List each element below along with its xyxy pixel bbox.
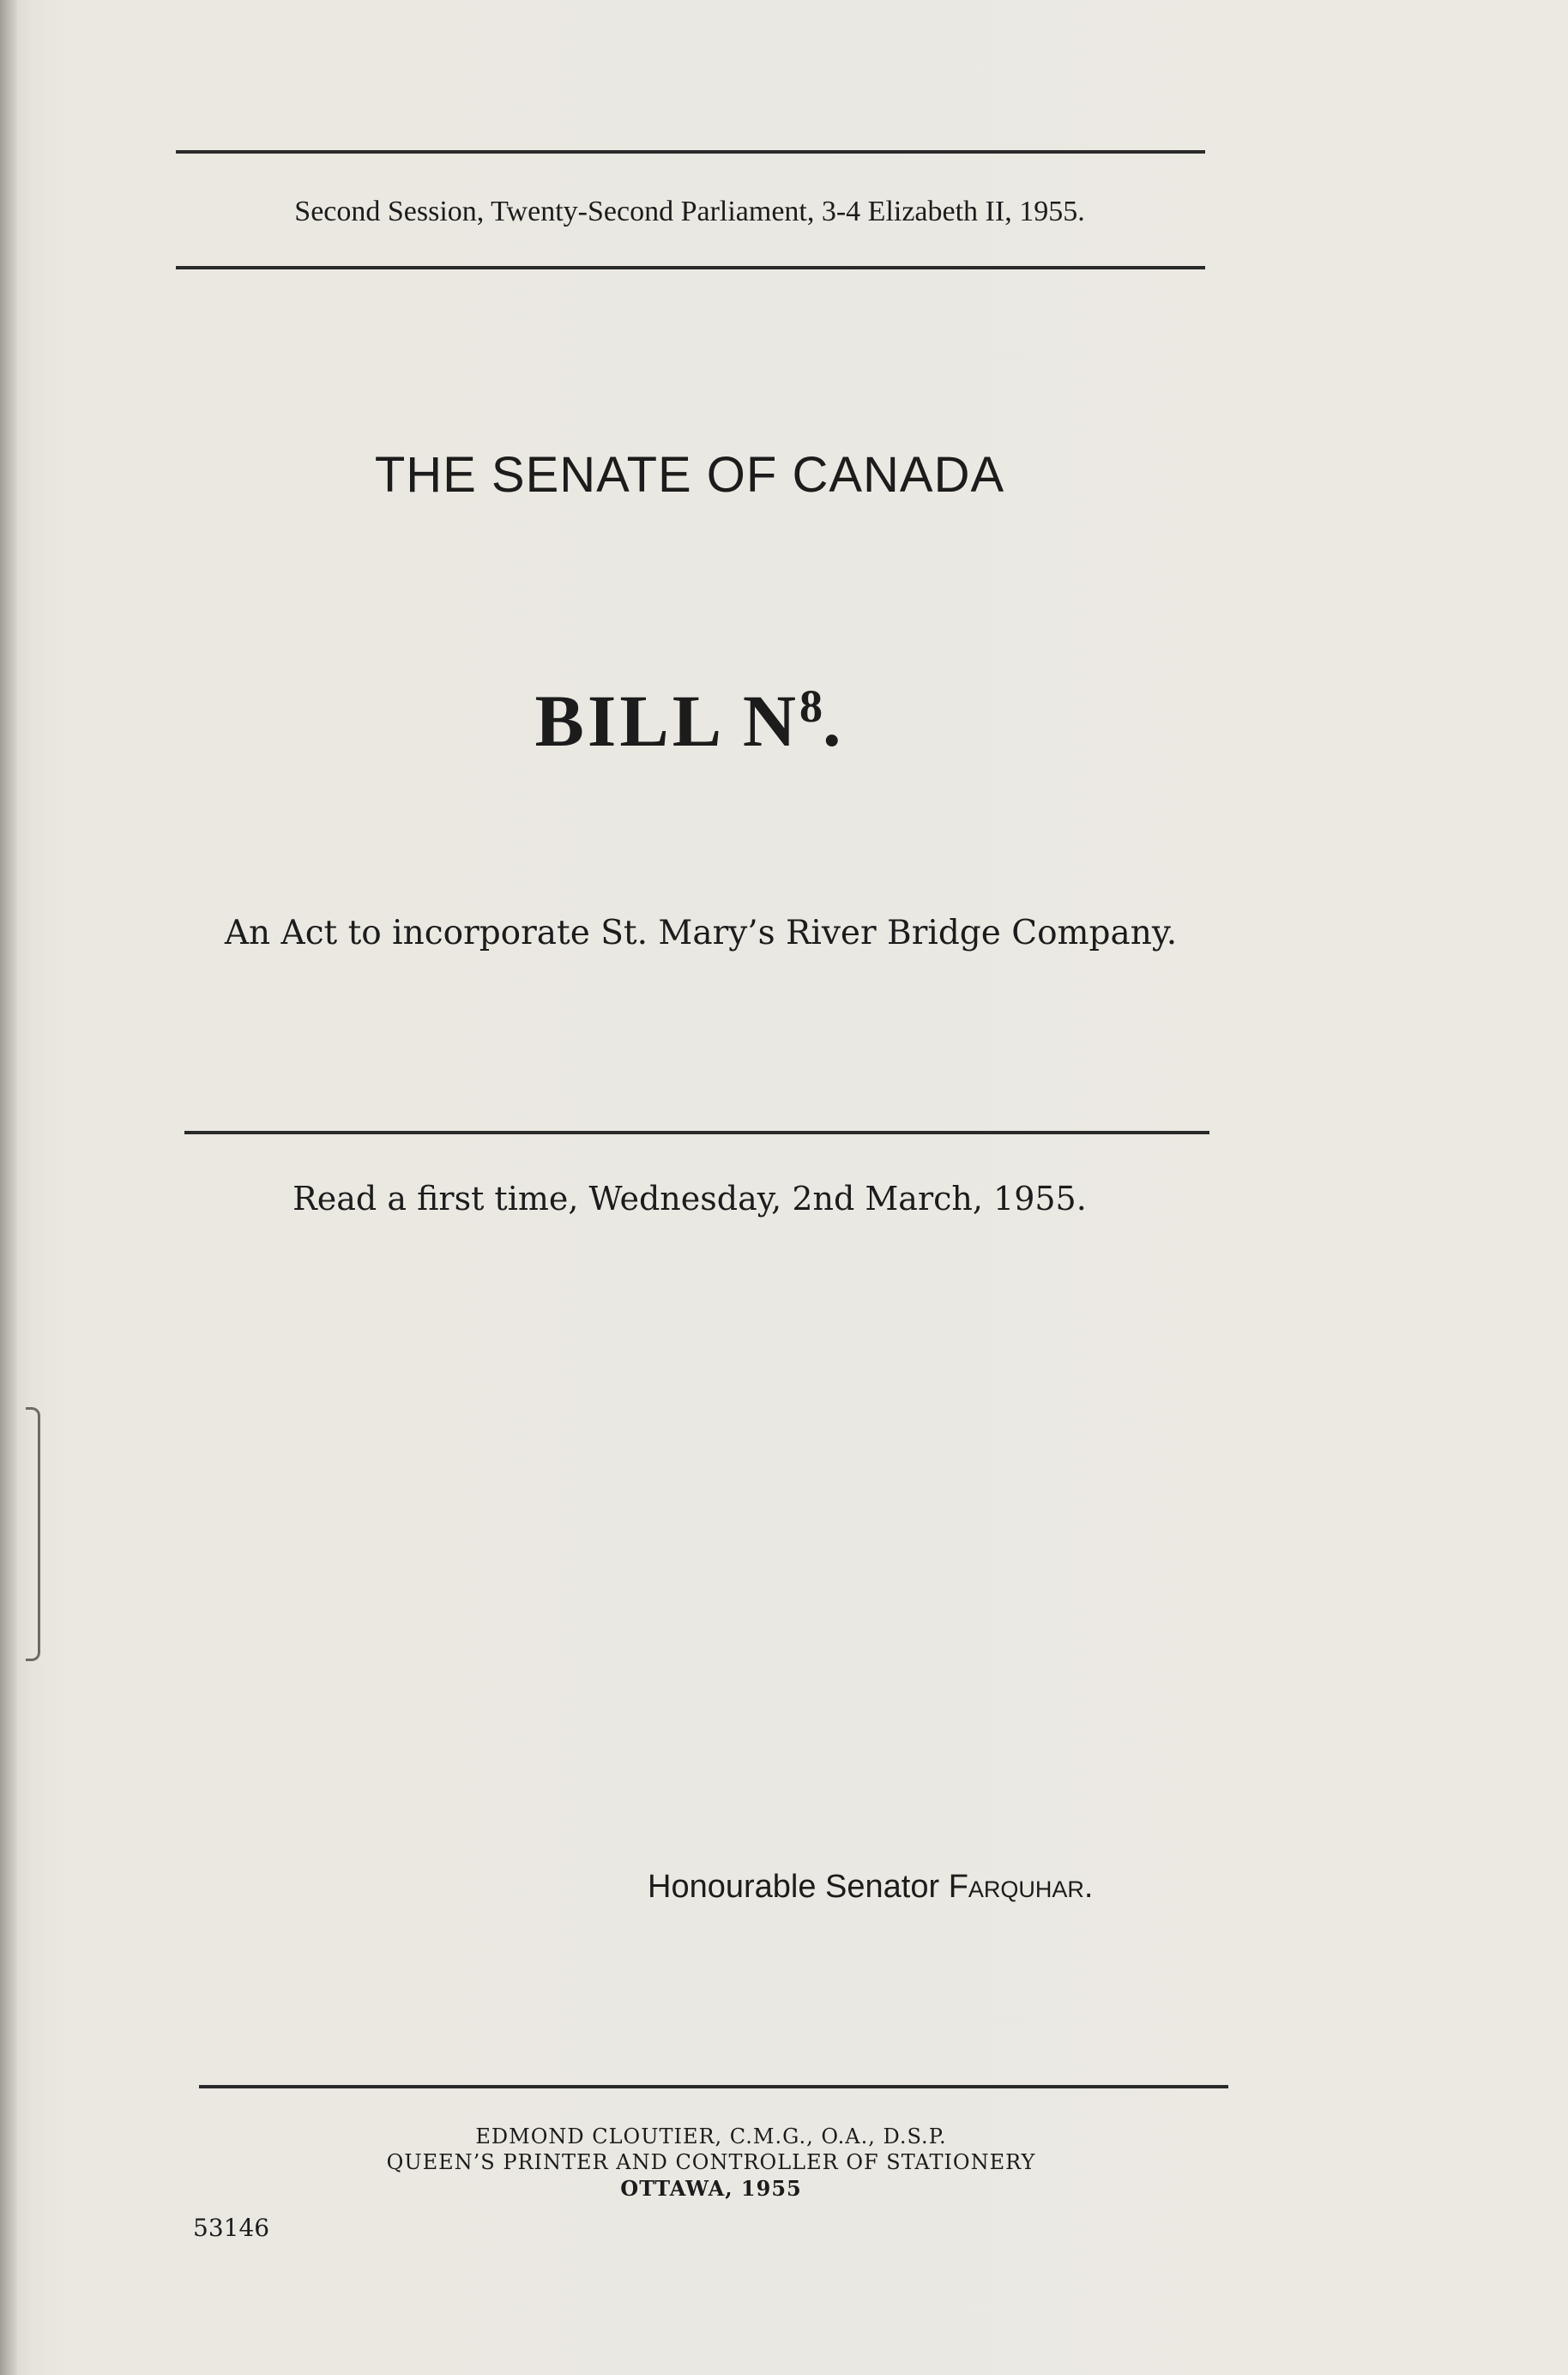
printer-line-1: EDMOND CLOUTIER, C.M.G., O.A., D.S.P.: [475, 2124, 947, 2148]
session-line: Second Session, Twenty-Second Parliament, 3-4 Elizabeth II, 1955.: [294, 196, 1085, 227]
bill-number: [0, 678, 1379, 764]
senate-title: THE SENATE OF CANADA: [374, 447, 1005, 503]
top-rule: [176, 150, 1205, 154]
header-bottom-rule: [176, 266, 1205, 269]
footer-rule: [199, 2085, 1228, 2088]
document-number: 53146: [193, 2214, 270, 2242]
staple-mark: [26, 1407, 40, 1661]
sponsor-prefix: Honourable Senator: [648, 1869, 949, 1905]
bill-prefix: BILL N: [534, 680, 799, 762]
printer-line-2: QUEEN’S PRINTER AND CONTROLLER OF STATIONERY: [386, 2150, 1036, 2174]
printer-line-3: OTTAWA, 1955: [620, 2176, 802, 2201]
bill-superscript: 8: [799, 680, 823, 732]
act-description: An Act to incorporate St. Mary’s River Bridge Company.: [224, 914, 1178, 952]
first-reading-line: Read a first time, Wednesday, 2nd March, 1955.: [292, 1180, 1087, 1218]
sponsor-name: Farquhar.: [948, 1869, 1094, 1905]
bill-suffix: .: [822, 680, 845, 762]
sponsor-line: [648, 1869, 1093, 1906]
act-rule: [184, 1131, 1209, 1134]
